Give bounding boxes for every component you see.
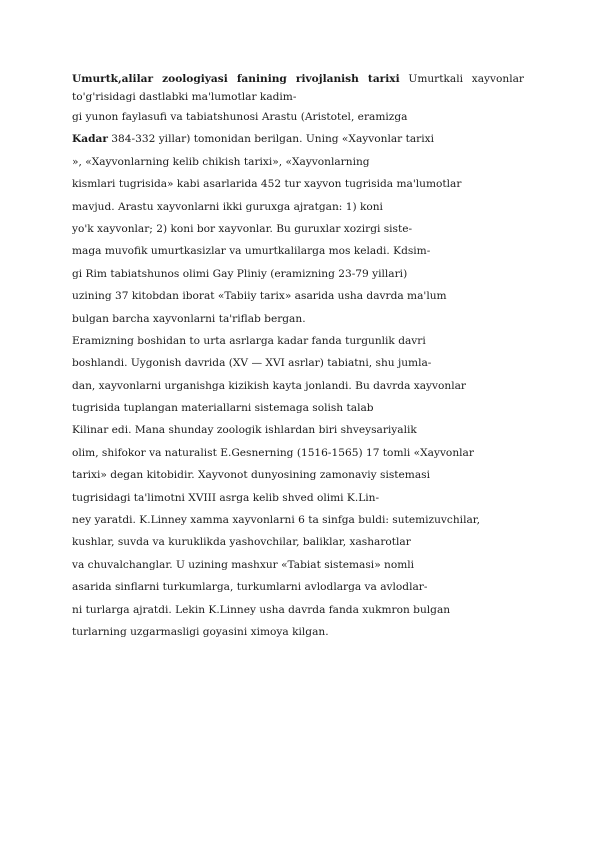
text-line [72, 240, 524, 262]
line-text: turlarning uzgarmasligi goyasini ximoya kilgan. [72, 625, 329, 638]
line-text: ney yaratdi. K.Linney xamma xayvonlarni 6 ta sinfga buldi: sutemizuvchilar, [72, 514, 481, 527]
line-text: Eramizning boshidan to urta asrlarga kadar fanda turgunlik davri [72, 334, 426, 347]
text-line [72, 419, 524, 441]
line-text: gi yunon faylasufi va tabiatshunosi Arastu (Aristotel, eramizga [72, 111, 408, 123]
line-text: boshlandi. Uygonish davrida (XV — XVI asrlar) tabiatni, shu jumla- [72, 357, 432, 370]
line-text: tarixi» degan kitobidir. Xayvonot dunyosining zamonaviy sistemasi [72, 469, 430, 482]
text-line [72, 330, 524, 352]
text-line [72, 173, 524, 195]
line-text: Umurtkali xayvonlar [399, 73, 524, 85]
line-text: tugrisidagi ta'limotni XVIII asrga kelib shved olimi K.Lin- [72, 491, 380, 504]
bold-word: Kadar [72, 133, 108, 146]
text-line [72, 218, 524, 240]
text-line [72, 487, 524, 509]
line-text: ni turlarga ajratdi. Lekin K.Linney usha davrda fanda xukmron bulgan [72, 603, 451, 616]
line-text: yo'k xayvonlar; 2) koni bor xayvonlar. Bu guruxlar xozirgi siste- [72, 222, 413, 235]
line-text: kismlari tugrisida» kabi asarlarida 452 tur xayvon tugrisida ma'lumotlar [72, 178, 462, 191]
line-text: bulgan barcha xayvonlarni ta'riflab bergan. [72, 312, 306, 325]
line-text: Kilinar edi. Mana shunday zoologik ishlardan biri shveysariyalik [72, 424, 417, 437]
text-line [72, 285, 524, 307]
text-line [72, 352, 524, 374]
text-line [72, 106, 524, 128]
text-line [72, 88, 524, 106]
line-text: dan, xayvonlarni urganishga kizikish kayta jonlandi. Bu davrda xayvonlar [72, 379, 466, 392]
line-text: va chuvalchanglar. U uzining mashxur «Tabiat sistemasi» nomli [72, 558, 415, 571]
line-text: maga muvofik umurtkasizlar va umurtkalilarga mos keladi. Kdsim- [72, 245, 431, 258]
line-text: gi Rim tabiatshunos olimi Gay Pliniy (eramizning 23-79 yillari) [72, 267, 408, 280]
line-text: tugrisida tuplangan materiallarni sistemaga solish talab [72, 402, 374, 415]
text-line [72, 151, 524, 173]
text-line [72, 263, 524, 285]
text-line [72, 599, 524, 621]
body-text [72, 70, 524, 643]
line-text: kushlar, suvda va kuruklikda yashovchilar, baliklar, xasharotlar [72, 536, 411, 549]
text-line [72, 576, 524, 598]
line-text: mavjud. Arastu xayvonlarni ikki guruxga ajratgan: 1) koni [72, 200, 383, 213]
text-line [72, 196, 524, 218]
line-text: 384-332 yillar) tomonidan berilgan. Uning «Xayvonlar tarixi [107, 133, 434, 146]
line-text: asarida sinflarni turkumlarga, turkumlarni avlodlarga va avlodlar- [72, 581, 428, 594]
text-line [72, 128, 524, 150]
section-heading: Umurtk,alilar zoologiyasi fanining rivojlanish tarixi [72, 73, 400, 85]
text-line [72, 621, 524, 643]
line-text: uzining 37 kitobdan iborat «Tabiiy tarix» asarida usha davrda ma'lum [72, 290, 447, 303]
line-text: olim, shifokor va naturalist E.Gesnerning (1516-1565) 17 tomli «Xayvonlar [72, 446, 474, 459]
text-line [72, 531, 524, 553]
text-line [72, 375, 524, 397]
text-line [72, 397, 524, 419]
text-line [72, 509, 524, 531]
line-text: », «Xayvonlarning kelib chikish tarixi», «Xayvonlarning [72, 155, 370, 168]
text-line [72, 442, 524, 464]
line-text: to'g'risidagi dastlabki ma'lumotlar kadim- [72, 91, 297, 103]
text-line [72, 70, 524, 88]
text-line [72, 464, 524, 486]
text-line [72, 308, 524, 330]
text-line [72, 554, 524, 576]
